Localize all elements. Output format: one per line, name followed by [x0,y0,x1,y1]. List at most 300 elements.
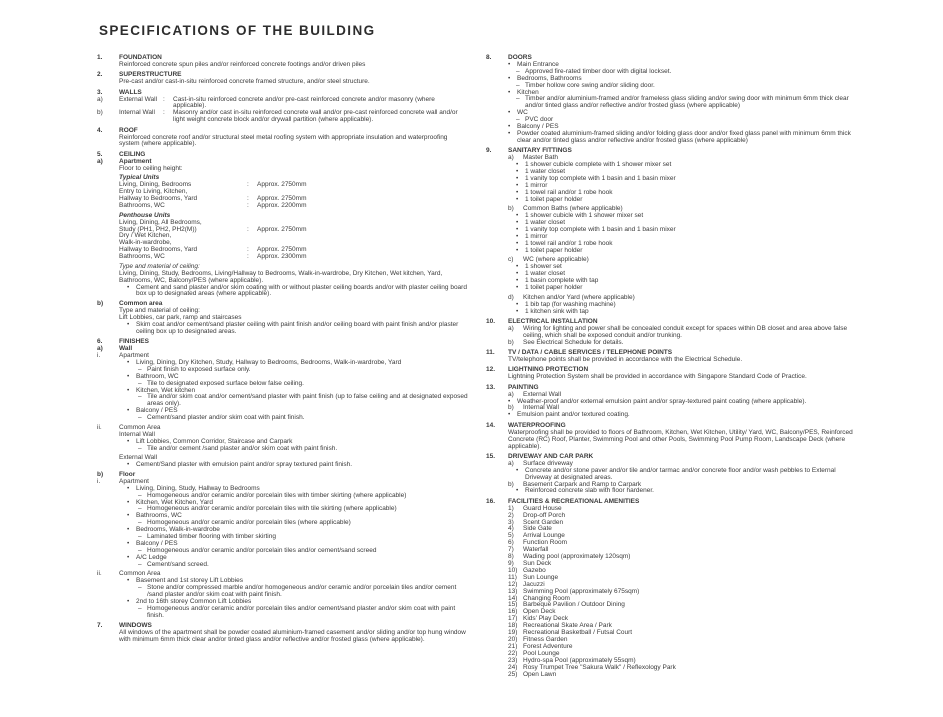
line-text: Weather-proof and/or external emulsion paint and/or spray-textured paint coating (where applicable). [517,397,807,405]
pair-label: Living, Dining, Bedrooms [119,181,192,189]
line-text: Bathrooms, WC [136,512,182,520]
dash-marker: – [138,519,142,527]
bullet-marker: • [516,219,519,227]
section-title: ROOF [119,126,138,134]
spec-section [486,55,864,145]
spec-line [97,166,469,173]
spec-section [486,319,864,347]
bullet-marker: • [516,487,519,495]
item-marker: 9) [508,560,514,568]
line-text: Dry / Wet Kitchen, [119,232,172,240]
pair-label: Bathrooms, WC [119,253,165,261]
spec-section [97,339,469,620]
item-marker: 6) [508,539,514,547]
line-text: Cement/sand screed. [147,560,209,568]
line-text: 1 water closet [525,219,566,227]
line-text: 1 shower cubicle with 1 shower mixer set [525,212,644,220]
spec-section [486,454,864,495]
line-text: Common Area [119,570,161,578]
line-text: Approved fire-rated timber door with digital lockset. [525,67,672,75]
line-text: Apartment [119,352,149,360]
spec-line [97,285,469,299]
pair-value: Cast-in-situ reinforced concrete and/or pre-cast reinforced concrete and/or masonry (where applicable). [173,95,435,110]
bullet-marker: • [127,437,130,445]
line-text: 1 basin complete with tap [525,277,599,285]
line-text: Homogeneous and/or ceramic and/or porcelain tiles (where applicable) [147,519,351,527]
line-text: Reinforced concrete slab with floor hardener. [525,487,654,495]
line-text: Arrival Lounge [523,532,565,540]
item-marker: c) [508,256,514,264]
section-number: 8. [486,54,492,61]
line-text: Type and material of ceiling: [119,307,200,315]
line-text: 1 toilet paper holder [525,284,583,292]
section-number: 2. [97,71,103,79]
line-text: Main Entrance [517,60,559,68]
section-number: 13. [486,383,496,391]
bullet-marker: • [127,461,130,469]
spec-line [486,309,864,316]
item-marker: b) [508,338,514,346]
section-title: CEILING [119,150,146,158]
section-title: LIGHTNING PROTECTION [508,366,589,374]
line-text: Type and material of ceiling: [119,262,200,270]
line-text: Floor [119,470,136,478]
line-text: WC [517,109,528,117]
item-marker: a) [508,459,514,467]
line-text: 1 toilet paper holder [525,246,583,254]
pair-value: Masonry and/or cast in-situ reinforced concrete wall and/or pre-cast reinforced concrete wall and/or light weight concrete block and/or drywall partition (where applicable). [173,109,458,124]
section-title: TV / DATA / CABLE SERVICES / TELEPHONE POINTS [508,349,673,357]
line-text: Open Deck [523,608,556,616]
spec-line [486,374,864,381]
line-text: Kitchen and/or Yard (where applicable) [523,293,635,301]
line-text: 1 mirror [525,232,548,240]
pair-label: Bathrooms, WC [119,202,165,210]
line-text: Laminated timber flooring with timber skirting [147,533,276,541]
spec-line [97,110,469,124]
spec-line [97,271,469,285]
page-title: SPECIFICATIONS OF THE BUILDING [99,23,376,38]
dash-marker: – [138,604,142,612]
spec-line [486,672,864,679]
line-text: Rosy Trumpet Tree "Sakura Walk" / Reflexology Park [523,663,676,671]
pair-value: Approx. 2300mm [257,253,307,261]
line-text: Fitness Garden [523,635,568,643]
line-text: Kitchen, Wet kitchen [136,386,196,394]
line-text: Tile to designated exposed surface below false ceiling. [147,379,304,387]
line-text: Living, Dining, Dry Kitchen, Study, Hallway to Bedrooms, Bedrooms, Walk-in-wardrobe, Yard [136,358,402,366]
gutter-marker: ii. [97,423,102,431]
dash-marker: – [138,533,142,541]
line-text: Bathroom, WC [136,372,179,380]
spec-line [486,340,864,347]
line-text: Common Area [119,423,161,431]
bullet-marker: • [516,284,519,292]
bullet-marker: • [127,598,130,606]
line-text: Apartment [119,157,152,165]
line-text: Sun Lounge [523,573,559,581]
spec-line [486,488,864,495]
dash-marker: – [516,67,520,75]
spec-line [97,62,469,69]
pair-value: Approx. 2750mm [257,195,307,203]
pair-value: Approx. 2750mm [257,246,307,254]
item-marker: 12) [508,580,518,588]
line-text: Balcony / PES [136,539,178,547]
line-text: Recreational Skate Area / Park [523,622,612,630]
section-number: 3. [97,88,103,96]
line-text: Wiring for lighting and power shall be concealed conduit except for spaces within DB closet and area above false ceiling, which shall be exposed conduit and/or trunking. [523,324,848,339]
line-text: Homogeneous and/or ceramic and/or porcelain tiles with timber skirting (where applicable) [147,491,407,499]
bullet-marker: • [516,168,519,175]
gutter-marker: i. [97,477,101,485]
line-text: Reinforced concrete spun piles and/or reinforced concrete footings and/or driven piles [119,60,366,68]
spec-line [97,346,469,353]
dash-marker: – [138,505,142,513]
item-marker: 2) [508,511,514,519]
spec-line [97,562,469,569]
bullet-marker: • [127,372,130,380]
line-text: Cement/sand plaster and/or skim coat with paint finish. [147,414,305,422]
spec-line [486,468,864,482]
spec-line [97,630,469,644]
line-text: Cement/Sand plaster with emulsion paint and/or spray textured paint finish. [136,461,353,469]
gutter-marker: i. [97,352,101,360]
spec-section [97,72,469,86]
line-text: Paint finish to exposed surface only. [147,365,251,373]
bullet-marker: • [516,161,519,169]
line-text: Homogeneous and/or ceramic and/or porcelain tiles and/or cement/sand screed [147,546,377,554]
line-text: Kitchen, Wet Kitchen, Yard [136,498,213,506]
dash-marker: – [138,414,142,422]
section-title: WALLS [119,88,142,96]
line-text: Bedrooms, Bathrooms [517,74,582,82]
line-text: Open Lawn [523,670,557,678]
gutter-marker: b) [97,109,103,117]
item-marker: 13) [508,587,518,595]
bullet-marker: • [127,386,130,394]
section-number: 6. [97,338,103,346]
pair-label: Hallway to Bedrooms, Yard [119,195,198,203]
bullet-marker: • [127,553,130,561]
bullet-marker: • [516,239,519,247]
line-text: 1 vanity top complete with 1 basin and 1 basin mixer [525,226,676,234]
pair-value: Approx. 2750mm [257,181,307,189]
spec-line [97,462,469,469]
spec-line [486,96,864,110]
line-text: Common Baths (where applicable) [523,205,623,213]
dash-marker: – [138,491,142,499]
line-text: Tile and/or cement /sand plaster and/or skim coat with paint finish. [147,444,338,452]
line-text: Emulsion paint and/or textured coating. [517,411,630,419]
section-title: SUPERSTRUCTURE [119,71,182,79]
bullet-marker: • [127,577,130,585]
line-text: Bedrooms, Walk-in-wardrobe [136,526,220,534]
line-text: 1 towel rail and/or 1 robe hook [525,239,613,247]
line-text: Powder coated aluminium-framed sliding and/or folding glass door and/or fixed glass panel with minimum 6mm thick clear and/or tinted glass and/or reflective and/or frosted glass (where applicable) [517,129,851,144]
spec-line [486,357,864,364]
line-text: 1 vanity top complete with 1 basin and 1 basin mixer [525,174,676,182]
line-text: Sun Deck [523,560,552,568]
line-text: Living, Dining, Study, Bedrooms, Living/Hallway to Bedrooms, Walk-in-wardrobe, Dry Kitchen, Wet kitchen, Yard, Bathrooms, WC, Balcony/PES (where applicable). [119,269,443,284]
bullet-marker: • [127,283,130,291]
spec-section [97,623,469,644]
section-title: FOUNDATION [119,54,162,61]
item-marker: 5) [508,532,514,540]
bullet-marker: • [127,526,130,534]
spec-line [486,83,864,90]
item-marker: 7) [508,546,514,554]
section-title: DRIVEWAY AND CAR PARK [508,452,594,460]
bullet-marker: • [516,307,519,315]
line-text: Lift Lobbies, Common Corridor, Staircase and Carpark [136,437,293,445]
pair-colon: : [163,109,165,117]
line-text: Lift Lobbies, car park, ramp and staircases [119,314,242,321]
pair-colon: : [247,181,249,189]
column-right [486,55,864,682]
line-text: 2nd to 16th storey Common Lift Lobbies [136,598,252,606]
line-text: A/C Ledge [136,553,167,561]
line-text: Waterfall [523,546,549,554]
spec-section [486,499,864,679]
pair-colon: : [247,202,249,210]
pair-colon: : [247,195,249,203]
item-marker: 19) [508,629,518,637]
section-title: WATERPROOFING [508,421,566,429]
line-text: Internal Wall [119,430,155,438]
line-text: Cement and sand plaster and/or skim coating with or without plaster ceiling boards and/or with plaster ceiling board box up to designated areas (where applicable). [136,283,467,298]
line-text: Skim coat and/or cement/sand plaster ceiling with paint finish and/or ceiling board with paint finish and/or plaster ceiling box up to designated areas. [136,320,459,335]
line-text: 1 water closet [525,270,566,278]
line-text: 1 towel rail and/or 1 robe hook [525,188,613,196]
section-title: FINISHES [119,338,149,346]
spec-line [97,203,469,210]
line-text: Barbeque Pavilion / Outdoor Dining [523,601,625,609]
line-text: 1 toilet paper holder [525,195,583,203]
spec-line [486,197,864,204]
dash-marker: – [138,444,142,452]
section-number: 12. [486,366,496,374]
item-marker: b) [508,480,514,488]
line-text: Timber and/or aluminium-framed and/or frameless glass sliding and/or swing door with minimum 6mm thick clear and/or tinted glass and/or reflective and/or frosted glass (where applicable) [525,95,849,110]
item-marker: 3) [508,518,514,526]
section-number: 4. [97,126,103,134]
line-text: Floor to ceiling height: [119,164,183,172]
line-text: Master Bath [523,154,559,162]
bullet-marker: • [508,109,511,117]
section-number: 14. [486,421,496,429]
item-marker: 21) [508,642,518,650]
item-marker: 24) [508,663,518,671]
line-text: Homogeneous and/or ceramic and/or porcelain tiles with tile skirting (where applicable) [147,505,397,513]
pair-label: Study (PH1, PH2, PH2(M)) [119,225,197,233]
bullet-marker: • [127,320,130,328]
line-text: Basement and 1st storey Lift Lobbies [136,577,243,585]
pair-label: Internal Wall [119,109,155,117]
line-text: PVC door [525,116,554,124]
line-text: Function Room [523,539,568,547]
item-marker: 4) [508,525,514,533]
bullet-marker: • [127,358,130,366]
line-text: Wall [119,345,133,353]
line-text: Pre-cast and/or cast-in-situ reinforced concrete framed structure, and/or steel structure. [119,78,370,86]
bullet-marker: • [516,212,519,220]
dash-marker: – [138,560,142,568]
section-number: 16. [486,497,496,505]
pair-value: Approx. 2750mm [257,225,307,233]
dash-marker: – [138,393,142,401]
bullet-marker: • [516,226,519,234]
spec-line [97,606,469,620]
spec-line [97,135,469,149]
line-text: Balcony / PES [517,123,559,131]
item-marker: 16) [508,608,518,616]
spec-section [97,55,469,69]
line-text: Lightning Protection System shall be provided in accordance with Singapore Standard Code of Practice. [508,373,807,381]
spec-line [486,248,864,255]
spec-line [97,415,469,422]
section-title: ELECTRICAL INSTALLATION [508,318,598,326]
section-title: PAINTING [508,383,539,391]
bullet-marker: • [508,397,511,405]
line-text: WC (where applicable) [523,256,589,264]
gutter-marker: a) [97,157,103,165]
dash-marker: – [516,81,520,89]
line-text: See Electrical Schedule for details. [523,338,624,346]
pair-value: Approx. 2200mm [257,202,307,210]
section-number: 1. [97,54,103,61]
spec-line [97,322,469,336]
section-title: DOORS [508,54,532,61]
pair-label: Hallway to Bedrooms, Yard [119,246,198,254]
line-text: Typical Units [119,174,160,182]
bullet-marker: • [516,270,519,278]
bullet-marker: • [516,232,519,240]
line-text: Timber hollow core swing and/or sliding door. [525,81,655,89]
pair-colon: : [247,253,249,261]
line-text: Waterproofing shall be provided to floors of Bathroom, Kitchen, Wet Kitchen, Utility/ Yard, WC, Balcony/PES, Reinforced Concrete (RC) Roof, Planter, Swimming Pool and other Pools, Swimming Pool Pump Room, Landscape Deck (where applicable). [508,428,853,450]
bullet-marker: • [516,263,519,271]
pair-colon: : [247,246,249,254]
bullet-marker: • [516,188,519,196]
dash-marker: – [138,584,142,592]
spec-line [97,254,469,261]
spec-section [97,128,469,149]
line-text: Pool Lounge [523,649,560,657]
bullet-marker: • [127,512,130,520]
section-title: WINDOWS [119,622,152,630]
line-text: Gazebo [523,566,546,574]
line-text: Scent Garden [523,518,564,526]
line-text: Surface driveway [523,459,573,467]
gutter-marker: b) [97,470,104,478]
bullet-marker: • [127,407,130,415]
line-text: Apartment [119,477,149,485]
section-heading [97,152,469,159]
line-text: All windows of the apartment shall be powder coated aluminium-framed casement and/or sliding and/or top hung window with minimum 6mm thick clear and/or tinted glass and/or reflective and/or frosted glass (where applicable). [119,629,466,644]
bullet-marker: • [516,181,519,189]
dash-marker: – [516,95,520,103]
spec-section [486,367,864,381]
spec-line [97,585,469,599]
spec-line [486,326,864,340]
bullet-marker: • [516,466,519,474]
item-marker: a) [508,324,514,332]
line-text: 1 mirror [525,181,548,189]
section-number: 15. [486,452,496,460]
item-marker: a) [508,390,514,398]
spec-line [97,394,469,408]
gutter-marker: b) [97,300,104,308]
section-number: 5. [97,150,103,158]
section-number: 9. [486,147,492,155]
line-text: Living, Dining, Study, Hallway to Bedrooms [136,484,260,492]
line-text: Changing Room [523,594,570,602]
spec-line [486,430,864,451]
section-number: 7. [97,622,103,630]
item-marker: a) [508,154,514,162]
item-marker: 15) [508,601,518,609]
line-text: Stone and/or compressed marble and/or homogeneous and/or ceramic and/or porcelain tiles and/or cement /sand plaster and/or skim coat with paint finish. [147,584,457,599]
line-text: Wading pool (approximately 120sqm) [523,553,631,561]
section-title: SANITARY FITTINGS [508,147,572,155]
item-marker: d) [508,293,514,301]
line-text: Side Gate [523,525,552,533]
bullet-marker: • [508,74,511,82]
line-text: Balcony / PES [136,407,178,415]
section-number: 11. [486,349,495,357]
line-text: Swimming Pool (approximately 675sqm) [523,587,640,595]
spec-line [486,412,864,419]
gutter-marker: ii. [97,570,102,578]
item-marker: 18) [508,622,518,630]
spec-line [486,285,864,292]
bullet-marker: • [516,277,519,285]
line-text: Common area [119,300,163,308]
spec-section [486,350,864,364]
gutter-marker: a) [97,95,103,103]
line-text: Tile and/or skim coat and/or cement/sand plaster with paint finish (up to false ceiling and at designated exposed areas only). [147,393,468,408]
spec-section [97,152,469,336]
line-text: 1 kitchen sink with tap [525,307,589,315]
line-text: Homogeneous and/or ceramic and/or porcelain tiles and/or cement/sand plaster and/or skim coat with paint finish. [147,604,456,619]
line-text: Concrete and/or stone paver and/or tile and/or tarmac and/or concrete floor and/or wash pebbles to External Driveway at designated areas. [525,466,836,481]
spec-line [97,79,469,86]
line-text: 1 bib tap (for washing machine) [525,300,616,308]
column-left [97,55,469,647]
line-text: Jacuzzi [523,580,545,588]
gutter-marker: a) [97,345,103,353]
line-text: Kids' Play Deck [523,615,568,623]
line-text: Walk-in-wardrobe, [119,239,172,247]
section-title: FACILITIES & RECREATIONAL AMENITIES [508,497,640,505]
item-marker: b) [508,205,514,213]
line-text: Guard House [523,504,562,512]
pair-colon: : [247,225,249,233]
bullet-marker: • [516,246,519,254]
spec-section [486,148,864,315]
line-text: TV/telephone points shall be provided in accordance with the Electrical Schedule. [508,356,743,364]
spec-line [97,472,469,479]
line-text: Hydro-spa Pool (approximately 55sqm) [523,656,636,664]
pair-label: External Wall [119,95,158,103]
section-heading [97,339,469,346]
bullet-marker: • [508,123,511,131]
spec-line [97,97,469,111]
bullet-marker: • [508,88,511,96]
bullet-marker: • [516,300,519,308]
spec-line [486,131,864,145]
